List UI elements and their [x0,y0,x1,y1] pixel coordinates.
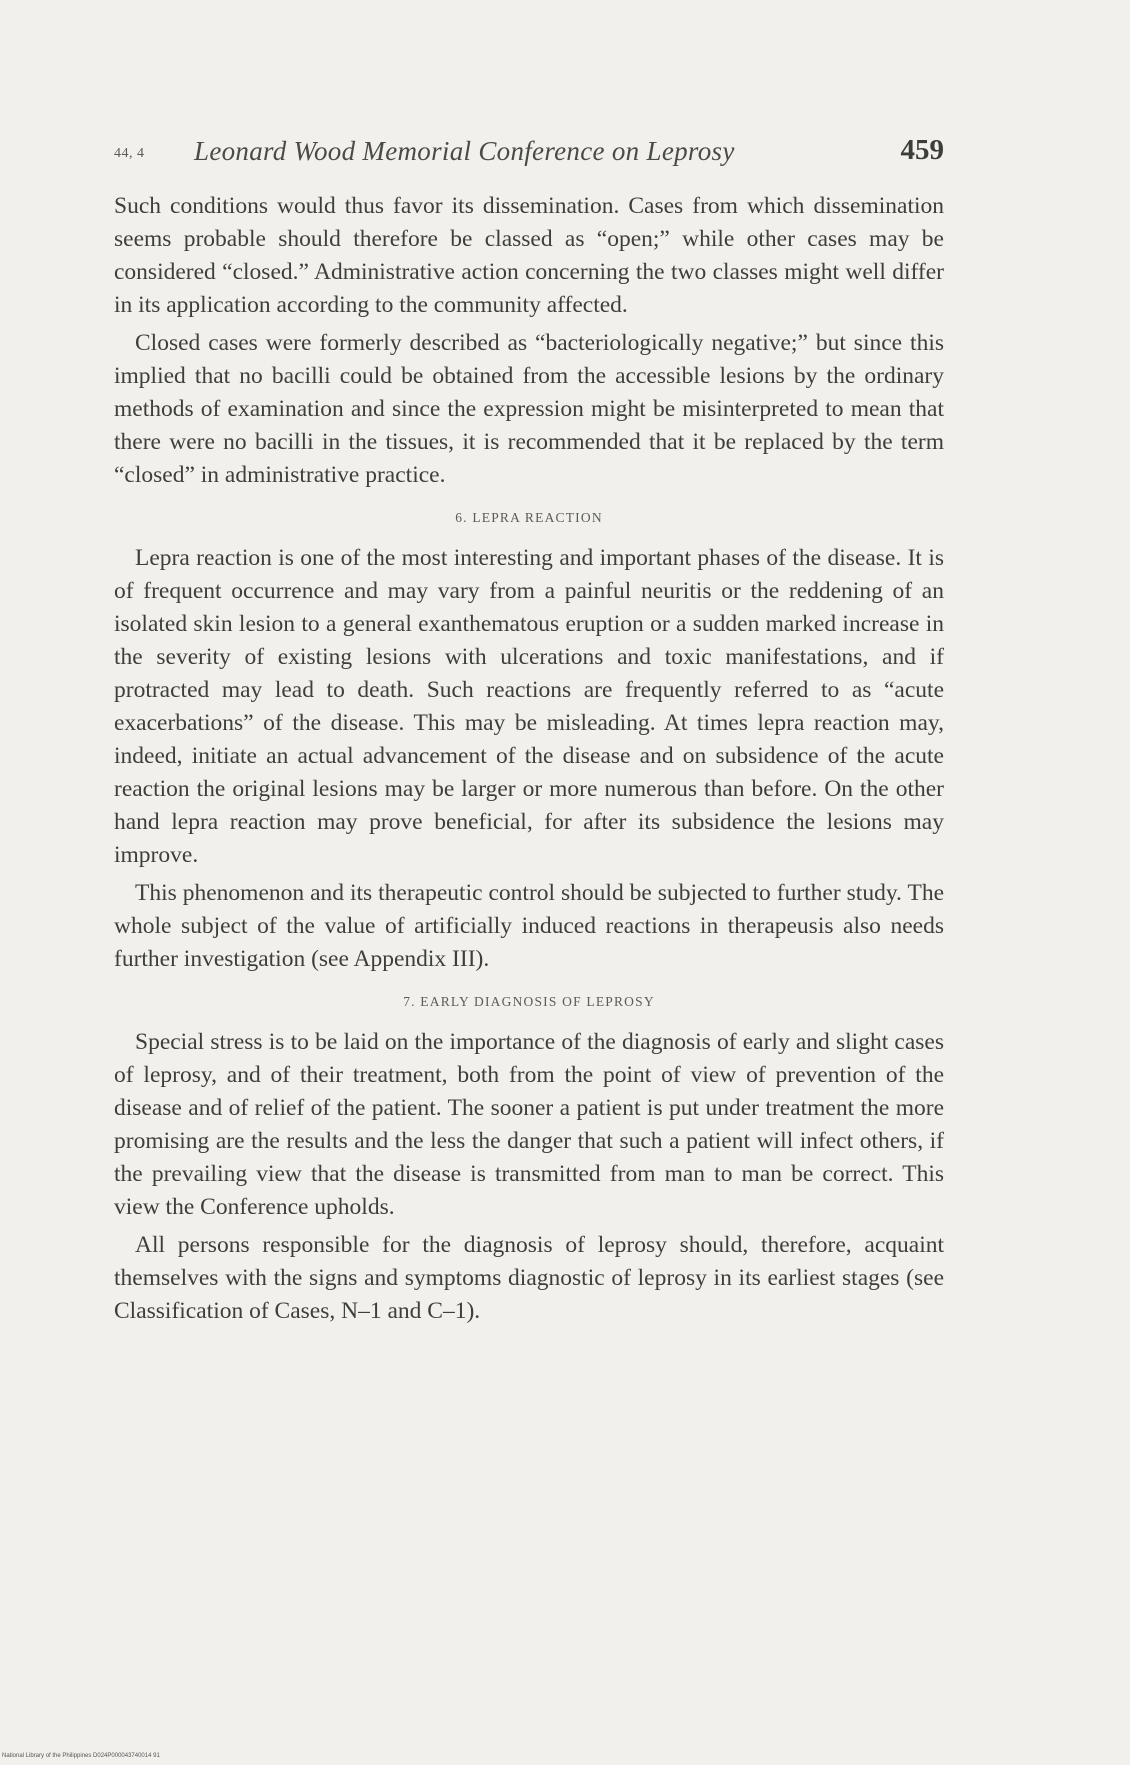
paragraph: This phenomenon and its therapeutic control should be subjected to further study. The whole subject of the value of artificially induced reactions in therapeusis also needs further investigation (see Appendix III). [114,880,944,972]
paragraph: Closed cases were formerly described as “bacteriologically negative;” but since this implied that no bacilli could be obtained from the accessible lesions by the ordinary methods of examination and since the expression might be misinterpreted to mean that there were no bacilli in the tissues, it is recommended that it be replaced by the term “closed” in administrative practice. [114,330,944,488]
paragraph: All persons responsible for the diagnosis of leprosy should, therefore, acquaint themselves with the signs and symptoms diagnostic of leprosy in its earliest stages (see Classification of Cases, N–1 and C–1). [114,1232,944,1324]
volume-number: 44, 4 [114,146,145,161]
scan-credit: National Library of the Philippines D024P000043740014 91 [2,1753,160,1759]
page-number: 459 [900,134,944,166]
page-header [114,136,944,176]
section-heading: 7. EARLY DIAGNOSIS OF LEPROSY [403,994,655,1009]
section-heading: 6. LEPRA REACTION [455,510,603,525]
page-body [114,190,944,1328]
paragraph: Special stress is to be laid on the importance of the diagnosis of early and slight cases of leprosy, and of their treatment, both from the point of view of prevention of the disease and of relief of the patient. The sooner a patient is put under treatment the more promising are the results and the less the danger that such a patient will infect others, if the prevailing view that the disease is transmitted from man to man be correct. This view the Conference upholds. [114,1029,944,1220]
paragraph: Such conditions would thus favor its dissemination. Cases from which dissemination seems probable should therefore be classed as “open;” while other cases may be considered “closed.” Administrative action concerning the two classes might well differ in its application according to the community affected. [114,193,944,318]
paragraph: Lepra reaction is one of the most interesting and important phases of the disease. It is of frequent occurrence and may vary from a painful neuritis or the reddening of an isolated skin lesion to a general exanthematous eruption or a sudden marked increase in the severity of existing lesions with ulcerations and toxic manifestations, and if protracted may lead to death. Such reactions are frequently referred to as “acute exacerbations” of the disease. This may be misleading. At times lepra reaction may, indeed, initiate an actual advancement of the disease and on subsidence of the acute reaction the original lesions may be larger or more numerous than before. On the other hand lepra reaction may prove beneficial, for after its subsidence the lesions may improve. [114,545,944,868]
running-title: Leonard Wood Memorial Conference on Leprosy [194,136,735,166]
